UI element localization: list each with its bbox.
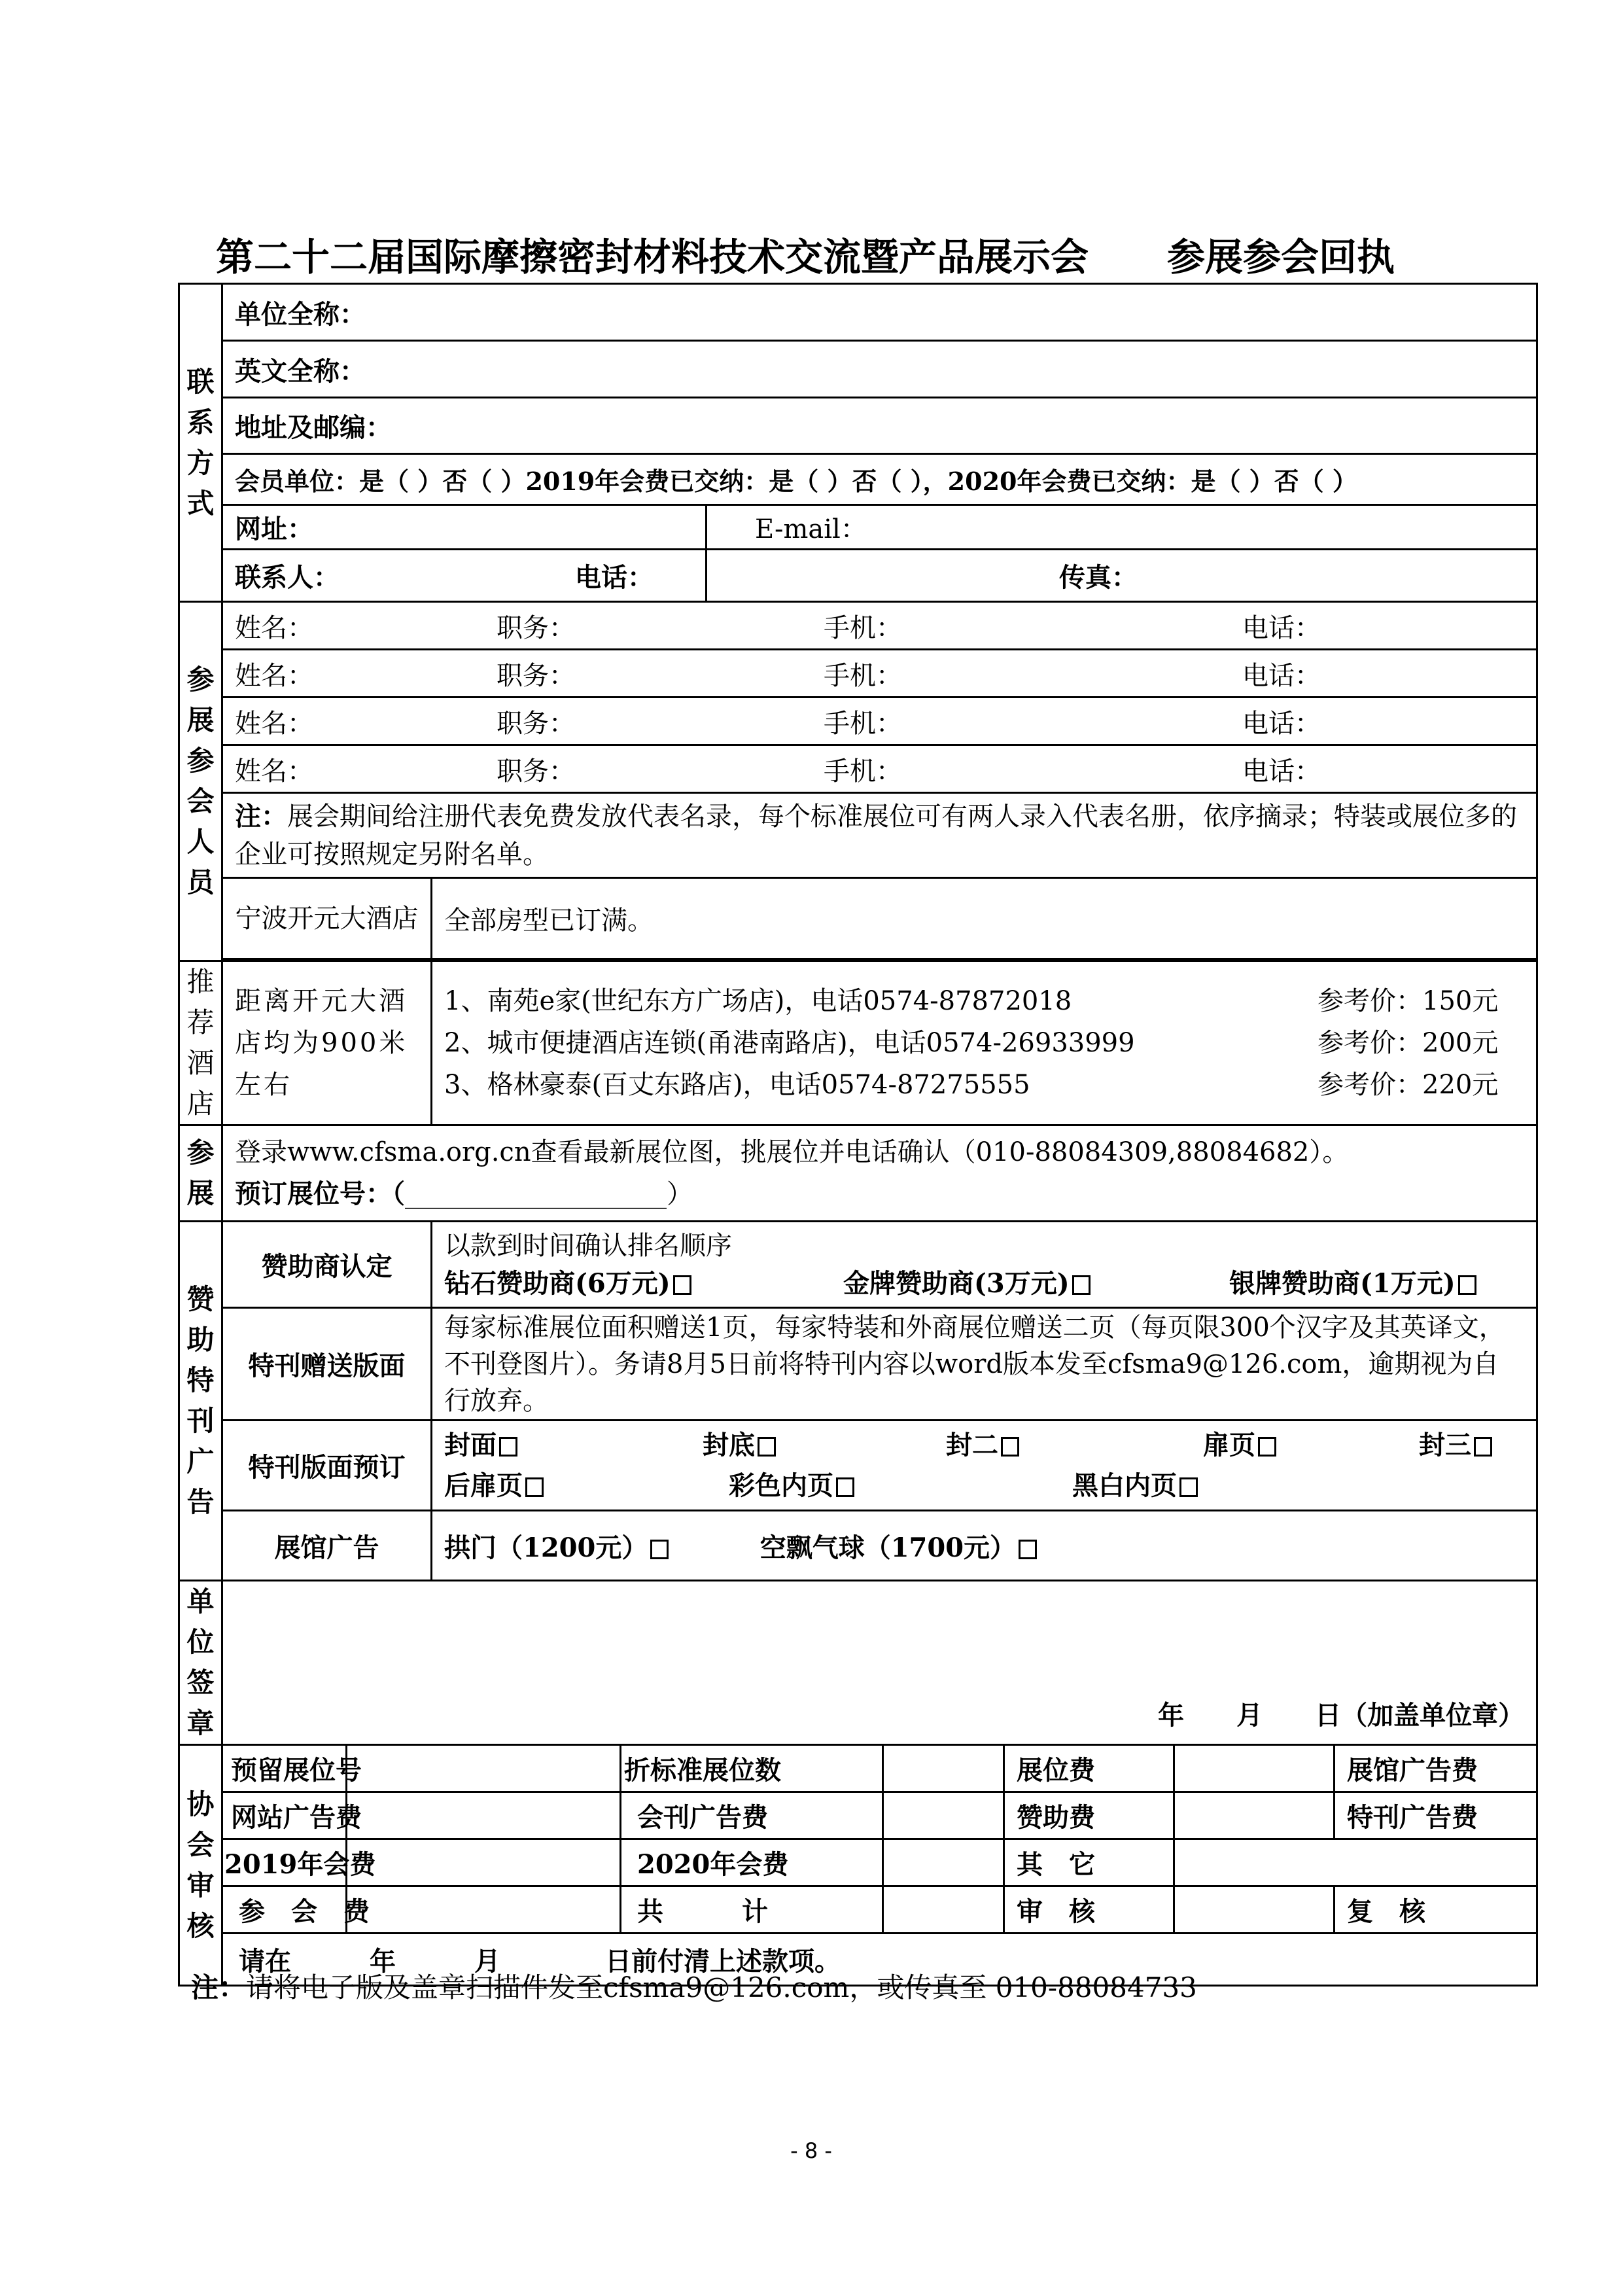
review-label: 展位费: [1004, 1745, 1174, 1792]
review-value[interactable]: [347, 1886, 621, 1934]
review-value[interactable]: [347, 1839, 621, 1886]
review-label: 复 核: [1335, 1886, 1537, 1934]
review-label: 2020年会费: [621, 1839, 883, 1886]
sponsor-options: [432, 1222, 1537, 1308]
diamond-sponsor-option[interactable]: 钻石赞助商(6万元): [444, 1265, 843, 1303]
address-field[interactable]: 地址及邮编：: [222, 398, 1537, 454]
review-section-label: 协 会 审 核: [179, 1745, 222, 1986]
main-hotel-status: 全部房型已订满。: [432, 878, 1537, 959]
back-cover-option[interactable]: 封底: [703, 1425, 946, 1466]
form-subtitle: 参展参会回执: [1167, 235, 1395, 279]
attendee-row[interactable]: 姓名： 职务： 手机： 电话：: [222, 698, 1537, 745]
form-title: 第二十二届国际摩擦密封材料技术交流暨产品展示会: [216, 235, 1089, 279]
review-value[interactable]: [347, 1745, 621, 1792]
review-label: 网站广告费: [222, 1792, 347, 1839]
hall-ad-label: 展馆广告: [222, 1511, 432, 1581]
booth-instruction: 登录www.cfsma.org.cn查看最新展位图，挑展位并电话确认（010-88084309,88084682）。: [235, 1137, 1349, 1167]
color-page-option[interactable]: 彩色内页: [729, 1466, 1072, 1506]
special-issue-gift-label: 特刊赠送版面: [222, 1308, 432, 1421]
special-issue-page-options: [432, 1421, 1537, 1511]
sponsor-section-label: 赞 助 特 刊 广 告: [179, 1222, 222, 1581]
review-label: 展馆广告费: [1335, 1745, 1537, 1792]
attendee-row[interactable]: 姓名： 职务： 手机： 电话：: [222, 602, 1537, 650]
review-value[interactable]: [883, 1839, 1004, 1886]
silver-sponsor-option[interactable]: 银牌赞助商(1万元): [1229, 1265, 1476, 1303]
email-field[interactable]: E-mail：: [707, 505, 1537, 550]
review-label: 审 核: [1004, 1886, 1174, 1934]
checkbox-icon[interactable]: [650, 1540, 669, 1559]
hall-ad-options: [432, 1511, 1537, 1581]
page-title: [216, 228, 1459, 287]
registration-form: [178, 283, 1538, 1987]
review-label: 共 计: [621, 1886, 883, 1934]
hotel-section-label: 推 荐 酒 店: [179, 961, 222, 1125]
checkbox-icon[interactable]: [758, 1437, 776, 1457]
special-issue-page-label: 特刊版面预订: [222, 1421, 432, 1511]
fax-field[interactable]: 传真：: [707, 550, 1537, 602]
special-issue-gift-text: 每家标准展位面积赠送1页，每家特装和外商展位赠送二页（每页限300个汉字及其英译文，不刊登图片）。务请8月5日前将特刊内容以word版本发至cfsma9@126.com，逾期视为自行放弃。: [432, 1308, 1537, 1421]
hotel-item: 2、城市便捷酒店连锁(甬港南路店)，电话0574-26933999 参考价：200元: [444, 1028, 1499, 1058]
membership-field[interactable]: 会员单位：是（ ）否（ ）2019年会费已交纳：是（ ）否（ ），2020年会费已交纳：是（ ）否（ ）: [222, 454, 1537, 505]
checkbox-icon[interactable]: [1474, 1437, 1492, 1457]
review-label: 特刊广告费: [1335, 1792, 1537, 1839]
checkbox-icon[interactable]: [1258, 1437, 1276, 1457]
footer-note: 注：请将电子版及盖章扫描件发至cfsma9@126.com，或传真至 010-88084733: [191, 1971, 1197, 2004]
company-name-en-field[interactable]: 英文全称：: [222, 341, 1537, 398]
checkbox-icon[interactable]: [1019, 1540, 1037, 1559]
review-value[interactable]: [347, 1792, 621, 1839]
balloon-option[interactable]: 空飘气球（1700元）: [760, 1527, 1037, 1564]
review-label: 参 会 费: [222, 1886, 347, 1934]
hotel-item: 1、南苑e家(世纪东方广场店)，电话0574-87872018 参考价：150元: [444, 986, 1499, 1016]
contact-person-field[interactable]: 联系人： 电话：: [222, 550, 707, 602]
review-label: 预留展位号: [222, 1745, 347, 1792]
main-hotel-name: 宁波开元大酒店: [222, 878, 432, 959]
sponsor-order-note: 以款到时间确认排名顺序: [444, 1230, 732, 1261]
website-field[interactable]: 网址：: [222, 505, 707, 550]
checkbox-icon[interactable]: [1072, 1275, 1091, 1295]
review-value[interactable]: [1174, 1839, 1537, 1886]
contact-section-label: 联 系 方 式: [179, 284, 222, 602]
attendee-row[interactable]: 姓名： 职务： 手机： 电话：: [222, 650, 1537, 698]
checkbox-icon[interactable]: [673, 1275, 691, 1295]
review-value[interactable]: [1174, 1745, 1335, 1792]
flyleaf-option[interactable]: 扉页: [1203, 1425, 1419, 1466]
checkbox-icon[interactable]: [499, 1437, 517, 1457]
cover-option[interactable]: 封面: [444, 1425, 703, 1466]
attendee-row[interactable]: 姓名： 职务： 手机： 电话：: [222, 745, 1537, 793]
review-value[interactable]: [883, 1745, 1004, 1792]
review-value[interactable]: [883, 1792, 1004, 1839]
attendee-section-label: 参 展 参 会 人 员: [179, 602, 222, 961]
checkbox-icon[interactable]: [1458, 1275, 1476, 1295]
sponsor-cert-label: 赞助商认定: [222, 1222, 432, 1308]
hotel-list: [432, 961, 1537, 1125]
review-label: 折标准展位数: [621, 1745, 883, 1792]
review-label: 其 它: [1004, 1839, 1174, 1886]
checkbox-icon[interactable]: [836, 1477, 854, 1497]
bw-page-option[interactable]: 黑白内页: [1072, 1466, 1198, 1506]
review-label: 会刊广告费: [621, 1792, 883, 1839]
checkbox-icon[interactable]: [1001, 1437, 1019, 1457]
attendee-note: 注：展会期间给注册代表免费发放代表名录，每个标准展位可有两人录入代表名册，依序摘录；特装或展位多的企业可按照规定另附名单。: [222, 793, 1537, 878]
review-value[interactable]: [883, 1886, 1004, 1934]
hotel-item: 3、格林豪泰(百丈东路店)，电话0574-87275555 参考价：220元: [444, 1070, 1499, 1100]
seal-section-label: 单 位 签 章: [179, 1581, 222, 1745]
payment-deadline-field[interactable]: 请在 年 月 日前付清上述款项。: [222, 1934, 1537, 1986]
review-value[interactable]: [1174, 1792, 1335, 1839]
review-label: 2019年会费: [222, 1839, 347, 1886]
inside-front-cover-option[interactable]: 封二: [946, 1425, 1203, 1466]
checkbox-icon[interactable]: [1179, 1477, 1198, 1497]
review-value[interactable]: [1174, 1886, 1335, 1934]
checkbox-icon[interactable]: [525, 1477, 544, 1497]
booth-section-label: 参 展: [179, 1125, 222, 1222]
review-label: 赞助费: [1004, 1792, 1174, 1839]
seal-date-field[interactable]: 年 月 日（加盖单位章）: [222, 1581, 1537, 1745]
gold-sponsor-option[interactable]: 金牌赞助商(3万元): [843, 1265, 1229, 1303]
hotel-distance: 距离开元大酒店均为900米左右: [222, 961, 432, 1125]
back-flyleaf-option[interactable]: 后扉页: [444, 1466, 729, 1506]
arch-option[interactable]: 拱门（1200元）: [444, 1527, 752, 1564]
page-number: - 8 -: [790, 2138, 832, 2163]
booth-info: [222, 1125, 1537, 1222]
inside-back-cover-option[interactable]: 封三: [1419, 1425, 1492, 1466]
booth-reserve-field[interactable]: 预订展位号：（____________________）: [235, 1178, 693, 1209]
company-name-cn-field[interactable]: 单位全称：: [222, 284, 1537, 341]
